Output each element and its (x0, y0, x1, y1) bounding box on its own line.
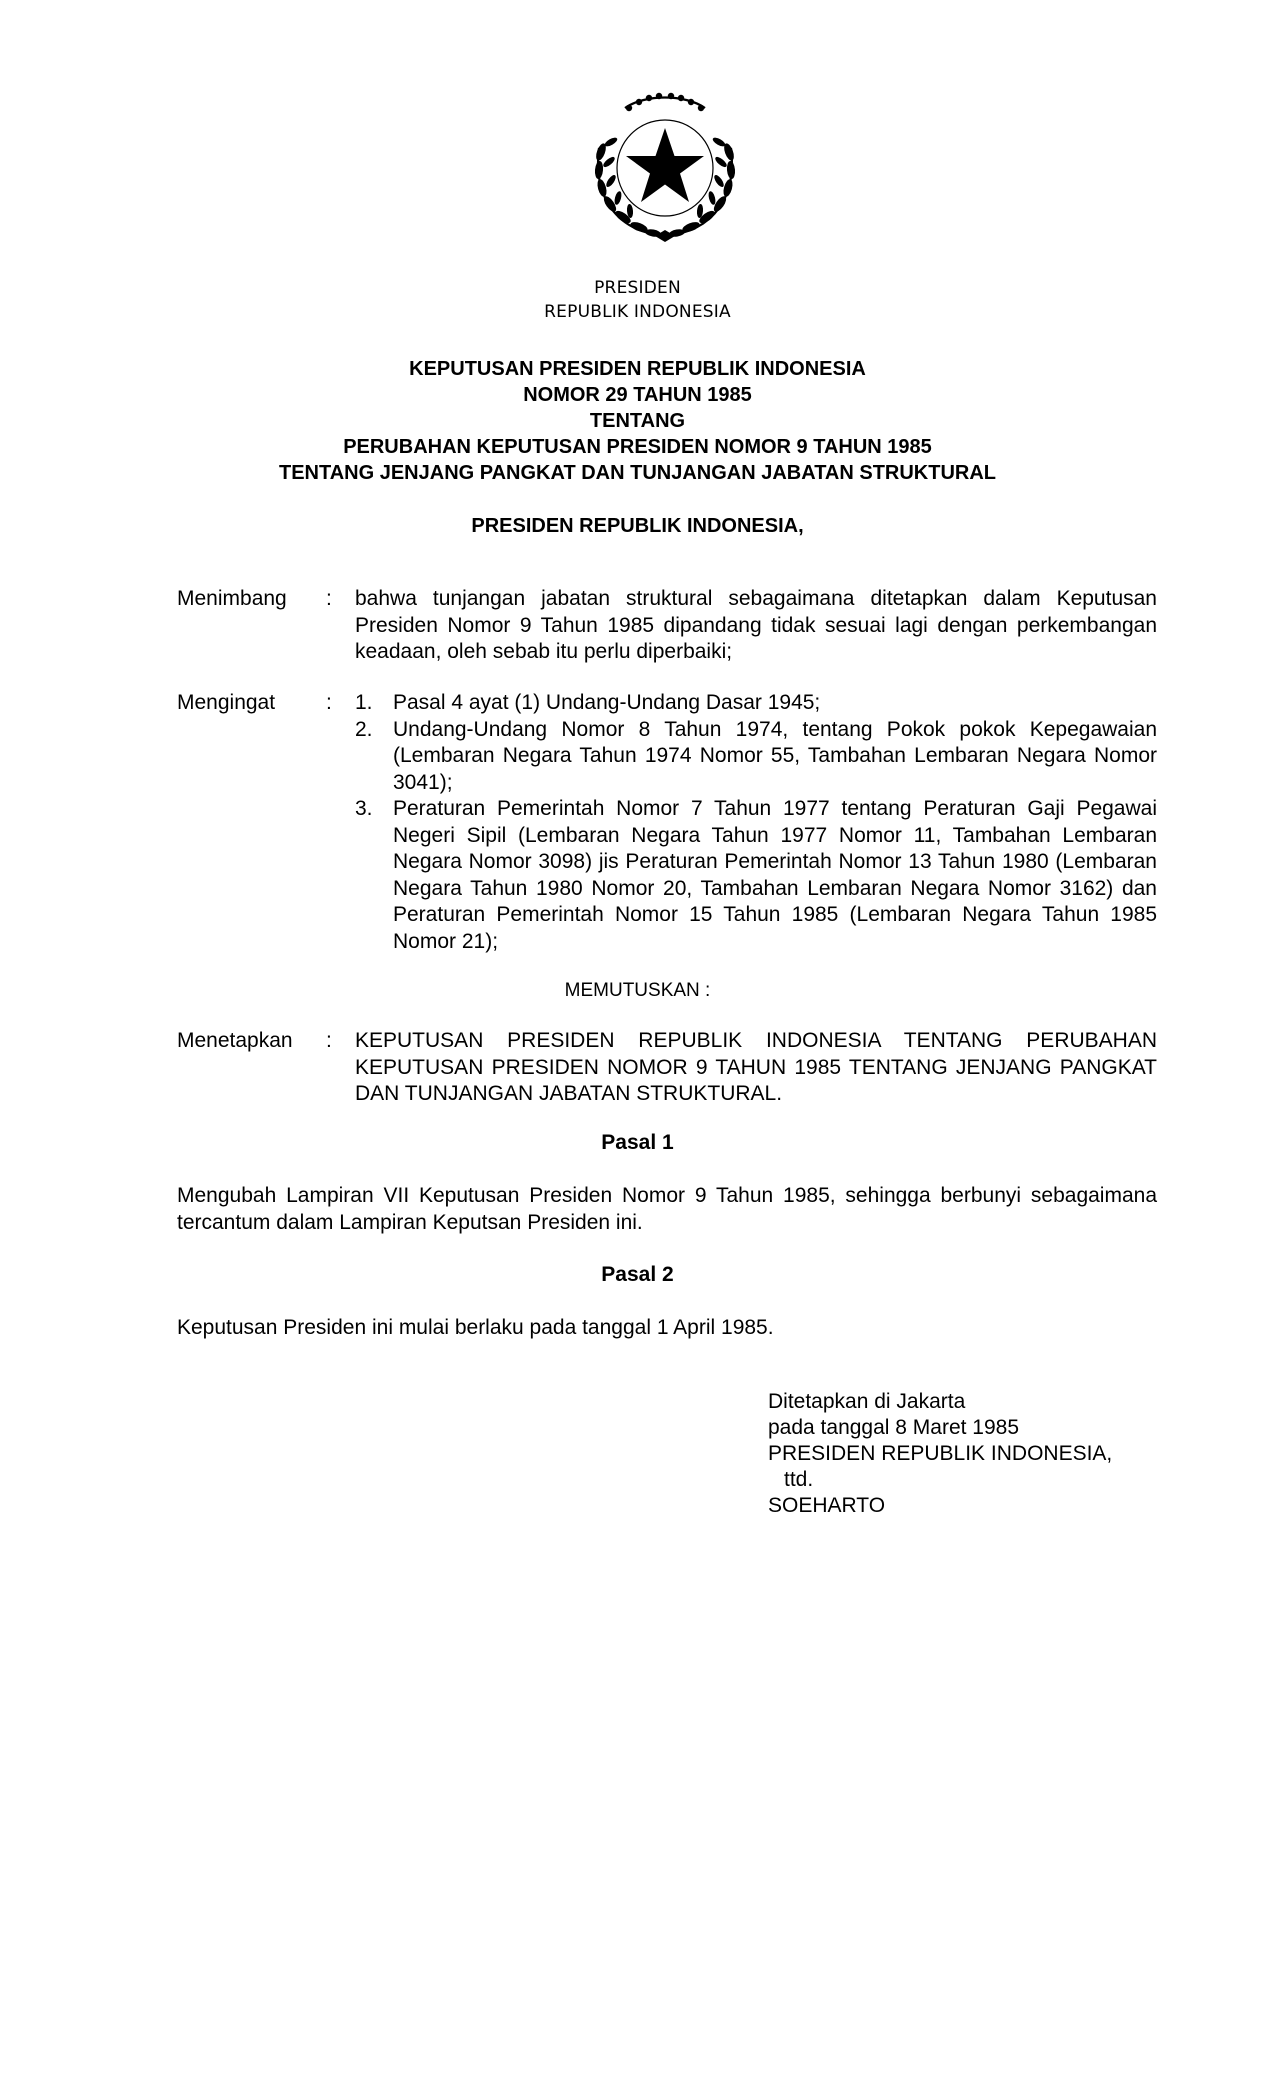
mengingat-label: Mengingat (177, 691, 276, 714)
header-president: PRESIDEN (594, 278, 681, 298)
mengingat-list (355, 690, 1157, 955)
title-line-5: TENTANG JENJANG PANGKAT DAN TUNJANGAN JABATAN STRUKTURAL (278, 462, 997, 484)
pasal-2-text: Keputusan Presiden ini mulai berlaku pada tanggal 1 April 1985. (177, 1316, 774, 1339)
title-line-3: TENTANG (589, 410, 686, 432)
list-item (355, 690, 1157, 717)
pasal-1-heading: Pasal 1 (601, 1131, 674, 1154)
menimbang-label: Menimbang (177, 587, 287, 610)
title-line-1: KEPUTUSAN PRESIDEN REPUBLIK INDONESIA (409, 358, 866, 380)
list-item-text: Pasal 4 ayat (1) Undang-Undang Dasar 1945; (393, 691, 821, 714)
pasal-1-text: Mengubah Lampiran VII Keputusan Presiden Nomor 9 Tahun 1985, sehingga berbunyi sebagaimana tercantum dalam Lampiran Keputsan Presiden ini. (177, 1184, 1157, 1234)
signature-date: pada tanggal 8 Maret 1985 (768, 1416, 1020, 1439)
signature-block (768, 1389, 1112, 1519)
signature-office: PRESIDEN REPUBLIK INDONESIA, (768, 1442, 1113, 1465)
menimbang-text: bahwa tunjangan jabatan struktural sebagaimana ditetapkan dalam Keputusan Presiden Nomor 9 Tahun 1985 dipandang tidak sesuai lagi dengan perkembangan keadaan, oleh sebab itu perlu diperbaiki; (355, 587, 1157, 663)
signature-place: Ditetapkan di Jakarta (768, 1390, 966, 1413)
list-item-text: Undang-Undang Nomor 8 Tahun 1974, tentang Pokok pokok Kepegawaian (Lembaran Negara Tahun 1974 Nomor 55, Tambahan Lembaran Negara Nomor 3041); (393, 717, 1157, 794)
menimbang-colon: : (326, 587, 332, 610)
pasal-2-heading: Pasal 2 (601, 1263, 674, 1286)
title-line-4: PERUBAHAN KEPUTUSAN PRESIDEN NOMOR 9 TAHUN 1985 (343, 436, 932, 458)
header-republic: REPUBLIK INDONESIA (544, 302, 731, 322)
list-item (355, 717, 1157, 797)
menetapkan-label: Menetapkan (177, 1029, 293, 1052)
memutuskan-heading: MEMUTUSKAN : (564, 980, 711, 1001)
mengingat-colon: : (326, 691, 332, 714)
signature-ttd: ttd. (784, 1468, 814, 1491)
list-item-number: 2. (355, 717, 373, 741)
title-line-2: NOMOR 29 TAHUN 1985 (523, 384, 752, 406)
menetapkan-colon: : (326, 1029, 332, 1052)
document-title (0, 356, 1275, 486)
list-item-number: 1. (355, 691, 373, 714)
president-heading: PRESIDEN REPUBLIK INDONESIA, (471, 515, 804, 537)
presidential-seal-icon (585, 86, 745, 246)
list-item-text: Peraturan Pemerintah Nomor 7 Tahun 1977 tentang Peraturan Gaji Pegawai Negeri Sipil (Lembaran Negara Tahun 1977 Nomor 11, Tambahan Lembaran Negara Nomor 3098) jis Peraturan Pemerintah Nomor 13 Tahun 1980 (Lembaran Negara Tahun 1980 Nomor 20, Tambahan Lembaran Negara Nomor 3162) dan Peraturan Pemerintah Nomor 15 Tahun 1985 (Lembaran Negara Tahun 1985 Nomor 21); (393, 797, 1157, 953)
list-item-number: 3. (355, 797, 373, 820)
signature-name: SOEHARTO (768, 1494, 886, 1517)
list-item (355, 796, 1157, 955)
menetapkan-text: KEPUTUSAN PRESIDEN REPUBLIK INDONESIA TENTANG PERUBAHAN KEPUTUSAN PRESIDEN NOMOR 9 TAHUN 1985 TENTANG JENJANG PANGKAT DAN TUNJANGAN JABATAN STRUKTURAL. (355, 1029, 1157, 1105)
